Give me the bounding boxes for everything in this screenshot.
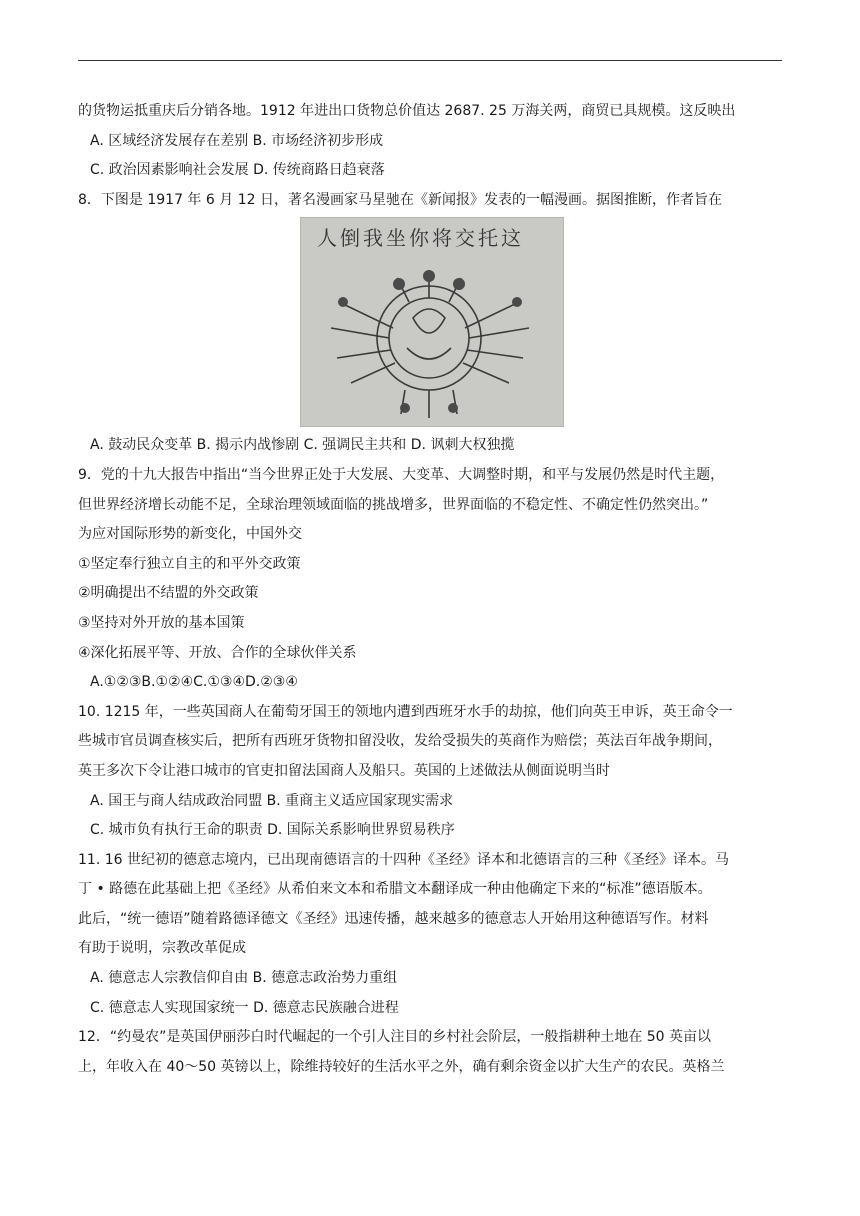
q9-stem-line: 但世界经济增长动能不足，全球治理领域面临的挑战增多，世界面临的不稳定性、不确定性仍然突出。”	[78, 496, 709, 513]
q12-stem-line: 上，年收入在 40～50 英镑以上，除维持较好的生活水平之外，确有剩余资金以扩大生产的农民。英格兰	[78, 1058, 725, 1075]
q12-stem-line: 12．“约曼农”是英国伊丽莎白时代崛起的一个引人注目的乡村社会阶层，一般指耕种土地在 50 英亩以	[78, 1029, 712, 1046]
cartoon-caption: 人倒我坐你将交托这	[317, 226, 524, 251]
q11-stem-line: 丁 • 路德在此基础上把《圣经》从希伯来文本和希腊文本翻译成一种由他确定下来的“标准”德语版本。	[78, 881, 712, 898]
q7-option-line: C. 政治因素影响社会发展 D. 传统商路日趋衰落	[90, 162, 385, 179]
q11-stem-line: 此后，“统一德语”随着路德译德文《圣经》迅速传播，越来越多的德意志人开始用这种德语写作。材料	[78, 910, 709, 927]
q9-item: ④深化拓展平等、开放、合作的全球伙伴关系	[78, 644, 357, 661]
q9-item: ①坚定奉行独立自主的和平外交政策	[78, 555, 301, 572]
q9-option-line: A.①②③B.①②④C.①③④D.②③④	[90, 674, 298, 691]
q8-figure	[78, 217, 782, 427]
q9-item: ②明确提出不结盟的外交政策	[78, 585, 259, 602]
exam-page	[78, 97, 782, 1082]
q11-option-line: A. 德意志人宗教信仰自由 B. 德意志政治势力重组	[90, 970, 398, 987]
q10-option-line: C. 城市负有执行王命的职责 D. 国际关系影响世界贸易秩序	[90, 822, 455, 839]
q7-option-line: A. 区域经济发展存在差别 B. 市场经济初步形成	[90, 132, 384, 149]
q8-option-line: A. 鼓动民众变革 B. 揭示内战惨剧 C. 强调民主共和 D. 讽刺大权独揽	[90, 437, 515, 454]
q10-stem-line: 些城市官员调查核实后，把所有西班牙货物扣留没收，发给受损失的英商作为赔偿；英法百年战争期间，	[78, 733, 722, 750]
q9-stem-line: 为应对国际形势的新变化，中国外交	[78, 526, 302, 543]
q10-option-line: A. 国王与商人结成政治同盟 B. 重商主义适应国家现实需求	[90, 792, 454, 809]
q7-stem-tail: 的货物运抵重庆后分销各地。1912 年进出口货物总价值达 2687. 25 万海关两，商贸已具规模。这反映出	[78, 103, 736, 119]
q11-stem-line: 有助于说明，宗教改革促成	[78, 940, 246, 957]
q8-stem: 8．下图是 1917 年 6 月 12 日，著名漫画家马星驰在《新闻报》发表的一幅漫画。据图推断，作者旨在	[78, 191, 722, 208]
q10-stem-line: 英王多次下令让港口城市的官吏扣留法国商人及船只。英国的上述做法从侧面说明当时	[78, 762, 610, 779]
q11-option-line: C. 德意志人实现国家统一 D. 德意志民族融合进程	[90, 999, 399, 1016]
q10-stem-line: 10. 1215 年，一些英国商人在葡萄牙国王的领地内遭到西班牙水手的劫掠，他们向英王申诉，英王命令一	[78, 703, 733, 720]
q11-stem-line: 11. 16 世纪初的德意志境内，已出现南德语言的十四种《圣经》译本和北德语言的三种《圣经》译本。马	[78, 851, 729, 868]
q9-stem-line: 9．党的十九大报告中指出“当今世界正处于大发展、大变革、大调整时期，和平与发展仍然是时代主题，	[78, 466, 725, 483]
q9-item: ③坚持对外开放的基本国策	[78, 614, 245, 631]
header-rule	[78, 60, 782, 61]
cartoon-image	[300, 217, 564, 427]
